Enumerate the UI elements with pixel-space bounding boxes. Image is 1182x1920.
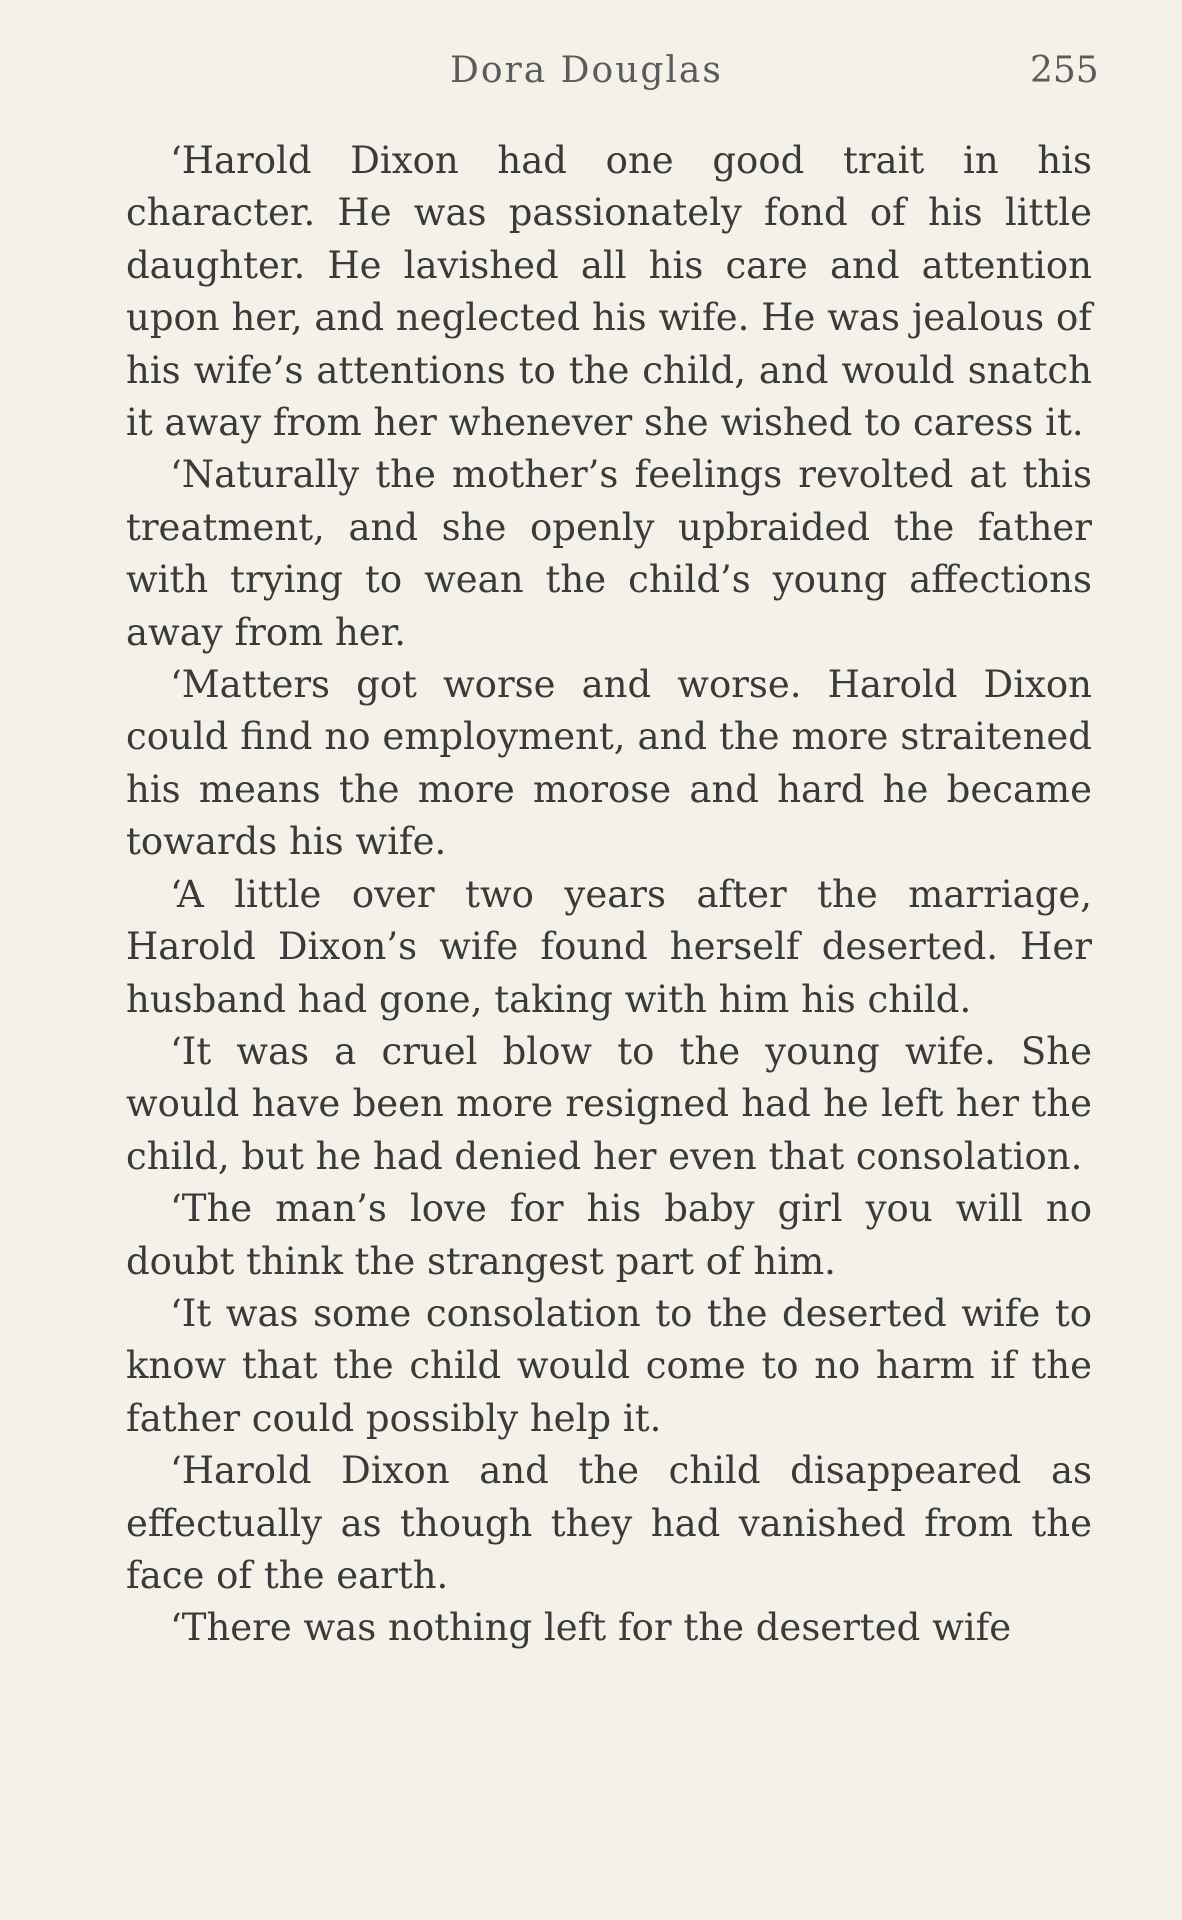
paragraph: ‘There was nothing left for the deserted wife (170, 1606, 1012, 1650)
page-number: 255 (1030, 50, 1099, 91)
paragraph: ‘Matters got worse and worse. Harold Dixon could find no employment, and the more straitened his means the more morose and hard he became towards his wife. (126, 663, 1092, 864)
paragraph: ‘It was a cruel blow to the young wife. She would have been more resigned had he left her the child, but he had denied her even that consolation. (126, 1029, 1092, 1178)
body-text (126, 135, 1092, 1655)
paragraph: ‘Harold Dixon had one good trait in his character. He was passionately fond of his little daughter. He lavished all his care and attention upon her, and neglected his wife. He was jealous of his wife’s attentions to the child, and would snatch it away from her whenever she wished to caress it. (126, 139, 1092, 445)
paragraph: ‘The man’s love for his baby girl you will no doubt think the strangest part of him. (126, 1187, 1092, 1283)
paragraph: ‘Harold Dixon and the child disappeared as effectually as though they had vanished from the face of the earth. (126, 1449, 1092, 1597)
paragraph: ‘A little over two years after the marriage, Harold Dixon’s wife found herself deserted. Her husband had gone, taking with him his child. (126, 872, 1092, 1021)
paragraph: ‘Naturally the mother’s feelings revolted at this treatment, and she openly upbraided the father with trying to wean the child’s young affections away from her. (126, 453, 1092, 654)
running-head (0, 50, 1182, 110)
running-title: Dora Douglas (450, 50, 723, 91)
paragraph: ‘It was some consolation to the deserted wife to know that the child would come to no harm if the father could possibly help it. (126, 1291, 1092, 1440)
